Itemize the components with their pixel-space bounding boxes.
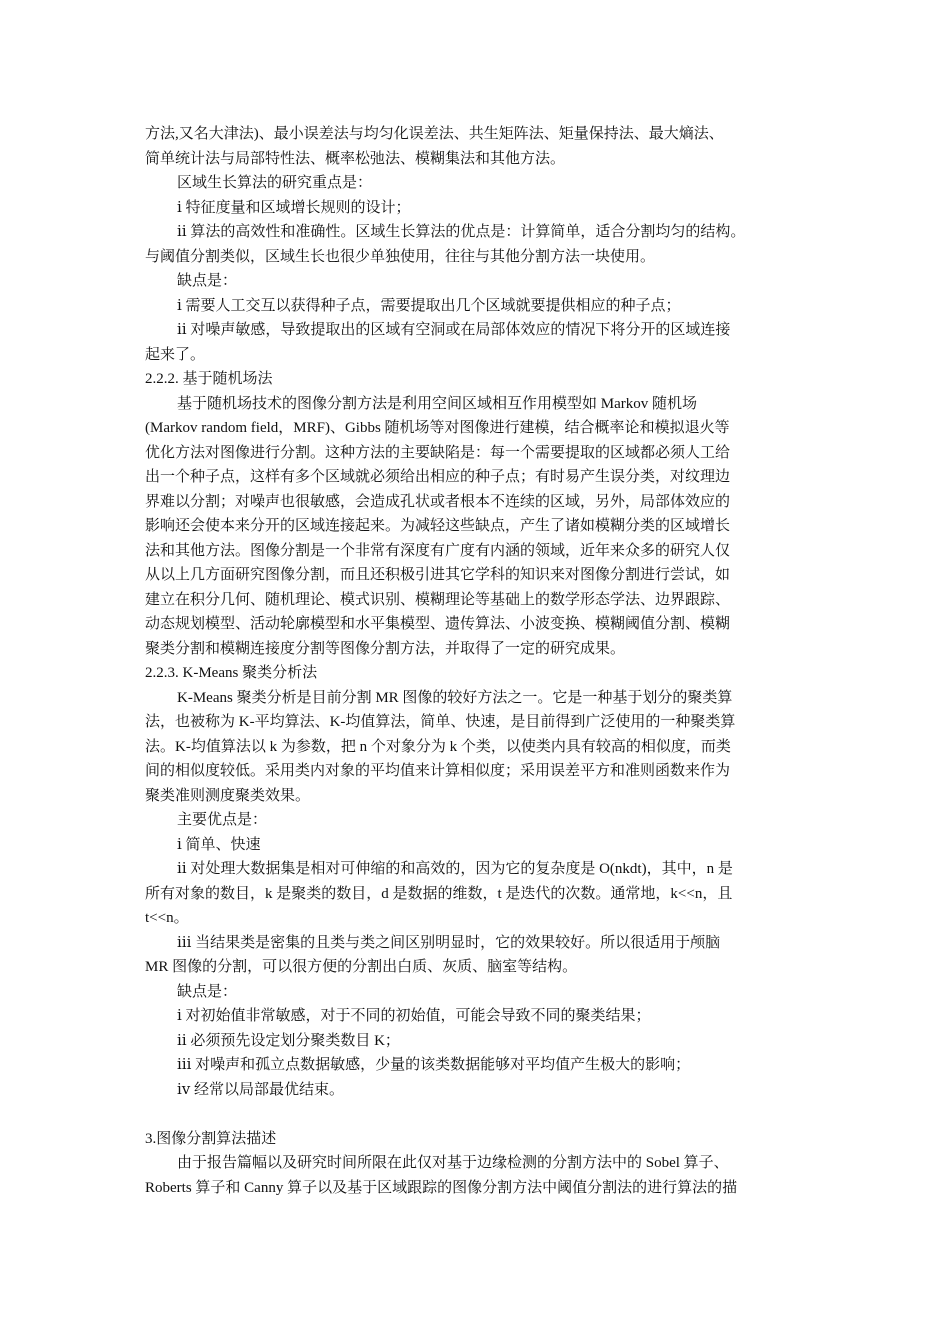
list-item: ⅳ 经常以局部最优结束。	[177, 1081, 345, 1098]
body-text	[145, 122, 825, 1200]
paragraph-line: 与阈值分割类似，区域生长也很少单独使用，往往与其他分割方法一块使用。	[145, 248, 656, 265]
list-item: ⅱ 必须预先设定划分聚类数目 K；	[177, 1032, 400, 1049]
paragraph-line: MR 图像的分割，可以很方便的分割出白质、灰质、脑室等结构。	[145, 959, 578, 975]
paragraph-line: 优化方法对图像进行分割。这种方法的主要缺陷是：每一个需要提取的区域都必须人工给	[145, 444, 731, 461]
list-item: ⅰ 简单、快速	[177, 836, 261, 853]
section-heading: 2.2.2. 基于随机场法	[145, 371, 273, 387]
list-item: ⅱ 算法的高效性和准确性。区域生长算法的优点是：计算简单，适合分割均匀的结构。	[177, 224, 746, 240]
list-item: ⅰ 需要人工交互以获得种子点，需要提取出几个区域就要提供相应的种子点；	[177, 297, 681, 314]
paragraph-line: 影响还会使本来分开的区域连接起来。为减轻这些缺点，产生了诸如模糊分类的区域增长	[145, 518, 731, 534]
paragraph-line: 动态规划模型、活动轮廓模型和水平集模型、遗传算法、小波变换、模糊阈值分割、模糊	[145, 616, 731, 632]
paragraph-line: 间的相似度较低。采用类内对象的平均值来计算相似度；采用误差平方和准则函数来作为	[145, 763, 731, 779]
paragraph-line: 聚类分割和模糊连接度分割等图像分割方法，并取得了一定的研究成果。	[145, 640, 626, 657]
paragraph-line: K-Means 聚类分析是目前分割 MR 图像的较好方法之一。它是一种基于划分的聚类算	[177, 689, 733, 706]
section-heading: 2.2.3. K-Means 聚类分析法	[145, 665, 318, 681]
paragraph-line: 主要优点是：	[177, 812, 268, 828]
paragraph-line: 简单统计法与局部特性法、概率松弛法、模糊集法和其他方法。	[145, 150, 566, 167]
paragraph-line: 出一个种子点，这样有多个区域就必须给出相应的种子点；有时易产生误分类，对纹理边	[145, 469, 731, 485]
paragraph-line: t<<n。	[145, 910, 189, 926]
list-item: ⅰ 特征度量和区域增长规则的设计；	[177, 199, 411, 216]
paragraph-line: 法和其他方法。图像分割是一个非常有深度有广度有内涵的领域，近年来众多的研究人仅	[145, 542, 731, 559]
paragraph-line: 区域生长算法的研究重点是：	[177, 175, 373, 191]
list-item: ⅱ 对处理大数据集是相对可伸缩的和高效的，因为它的复杂度是 O(nkdt)，其中，n 是	[177, 861, 733, 877]
paragraph-line: 方法,又名大津法)、最小误差法与均匀化误差法、共生矩阵法、矩量保持法、最大熵法、	[145, 126, 724, 142]
paragraph-line: 由于报告篇幅以及研究时间所限在此仅对基于边缘检测的分割方法中的 Sobel 算子、	[177, 1155, 729, 1171]
paragraph-line: 缺点是：	[177, 273, 238, 289]
paragraph-line: 起来了。	[145, 346, 206, 363]
paragraph-line: 界难以分割；对噪声也很敏感，会造成孔状或者根本不连续的区域，另外，局部体效应的	[145, 493, 731, 510]
paragraph-line: 法，也被称为 K-平均算法、K-均值算法，简单、快速，是目前得到广泛使用的一种聚类算	[145, 714, 736, 730]
list-item: ⅲ 当结果类是密集的且类与类之间区别明显时，它的效果较好。所以很适用于颅脑	[177, 934, 721, 951]
section-heading: 3.图像分割算法描述	[145, 1130, 277, 1147]
paragraph-line: 建立在积分几何、随机理论、模式识别、模糊理论等基础上的数学形态学法、边界跟踪、	[145, 591, 731, 608]
paragraph-line: (Markov random field，MRF)、Gibbs 随机场等对图像进行建模，结合概率论和模拟退火等	[145, 420, 730, 436]
paragraph-line: 所有对象的数目，k 是聚类的数目，d 是数据的维数，t 是迭代的次数。通常地，k<<n，且	[145, 885, 733, 902]
paragraph-line: 聚类准则测度聚类效果。	[145, 787, 311, 804]
paragraph-line: Roberts 算子和 Canny 算子以及基于区域跟踪的图像分割方法中阈值分割法的进行算法的描	[145, 1179, 738, 1196]
list-item: ⅲ 对噪声和孤立点数据敏感，少量的该类数据能够对平均值产生极大的影响；	[177, 1057, 691, 1073]
list-item: ⅰ 对初始值非常敏感，对于不同的初始值，可能会导致不同的聚类结果；	[177, 1008, 651, 1024]
list-item: ⅱ 对噪声敏感，导致提取出的区域有空洞或在局部体效应的情况下将分开的区域连接	[177, 322, 731, 338]
paragraph-line: 从以上几方面研究图像分割，而且还积极引进其它学科的知识来对图像分割进行尝试，如	[145, 567, 731, 583]
paragraph-line: 基于随机场技术的图像分割方法是利用空间区域相互作用模型如 Markov 随机场	[177, 395, 697, 412]
paragraph-line: 缺点是：	[177, 983, 238, 1000]
paragraph-line: 法。K-均值算法以 k 为参数，把 n 个对象分为 k 个类，以使类内具有较高的相似度，而类	[145, 738, 731, 755]
blank-line	[145, 1102, 825, 1127]
